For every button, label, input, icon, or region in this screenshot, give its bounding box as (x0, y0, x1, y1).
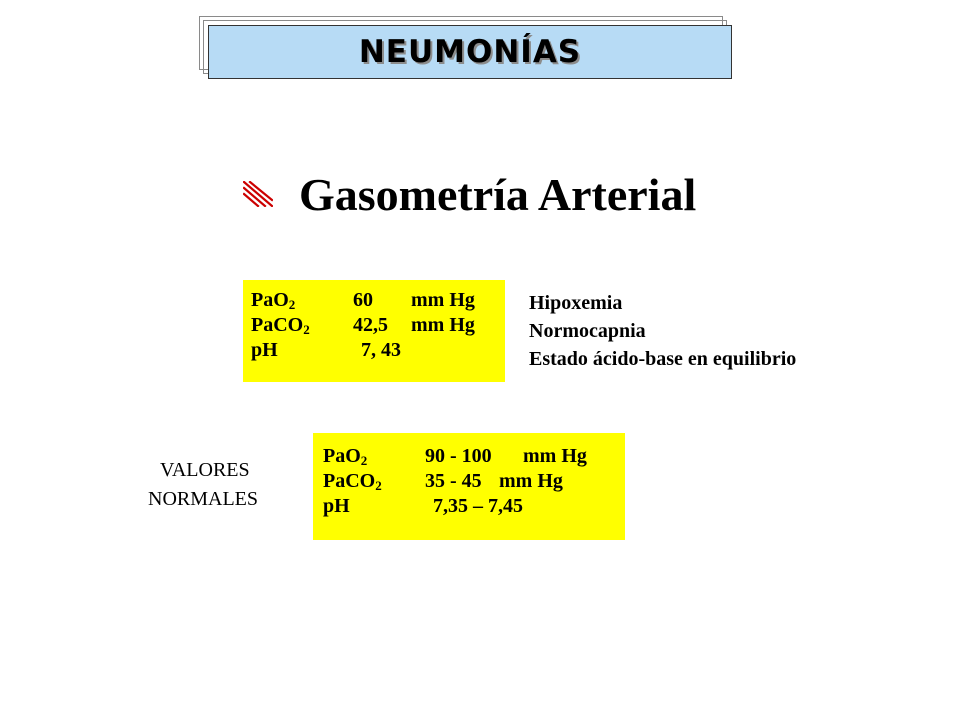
interpretation-item: Hipoxemia (529, 292, 623, 314)
normal-values-box (313, 433, 625, 540)
main-title: Gasometría Arterial (299, 168, 697, 220)
param-name: pH (323, 495, 350, 517)
param-value: 60 (353, 289, 373, 311)
param-name: PaCO$_2$ (251, 314, 310, 337)
param-unit: mm Hg (499, 470, 563, 492)
param-value: 35 - 45 (425, 470, 482, 492)
param-name: PaO$_2$ (323, 445, 368, 468)
param-name: pH (251, 339, 278, 361)
interpretation-item: Estado ácido-base en equilibrio (529, 348, 797, 370)
normal-row-paco2 (323, 469, 625, 494)
patient-row-ph (251, 338, 505, 363)
param-name: PaCO$_2$ (323, 470, 382, 493)
param-unit: mm Hg (411, 289, 475, 311)
title-row (243, 166, 696, 222)
normal-row-pao2 (323, 444, 625, 469)
param-unit: mm Hg (523, 445, 587, 467)
param-value: 42,5 (353, 314, 388, 336)
patient-row-pao2 (251, 288, 505, 313)
diagonal-hatch-bullet-icon (243, 181, 273, 207)
normal-values-label (148, 456, 258, 514)
param-value: 90 - 100 (425, 445, 492, 467)
interpretation-item: Normocapnia (529, 320, 646, 342)
param-unit: mm Hg (411, 314, 475, 336)
header-title: NEUMONÍAS (358, 34, 582, 70)
interpretation-list (529, 289, 796, 373)
normal-label-line1: VALORES (160, 459, 250, 481)
param-name: PaO$_2$ (251, 289, 296, 312)
normal-row-ph (323, 494, 625, 519)
header-box (208, 25, 732, 79)
normal-label-line2: NORMALES (148, 488, 259, 510)
patient-row-paco2 (251, 313, 505, 338)
param-value: 7, 43 (361, 339, 401, 361)
param-value: 7,35 – 7,45 (433, 495, 523, 517)
patient-values-box (243, 280, 505, 382)
